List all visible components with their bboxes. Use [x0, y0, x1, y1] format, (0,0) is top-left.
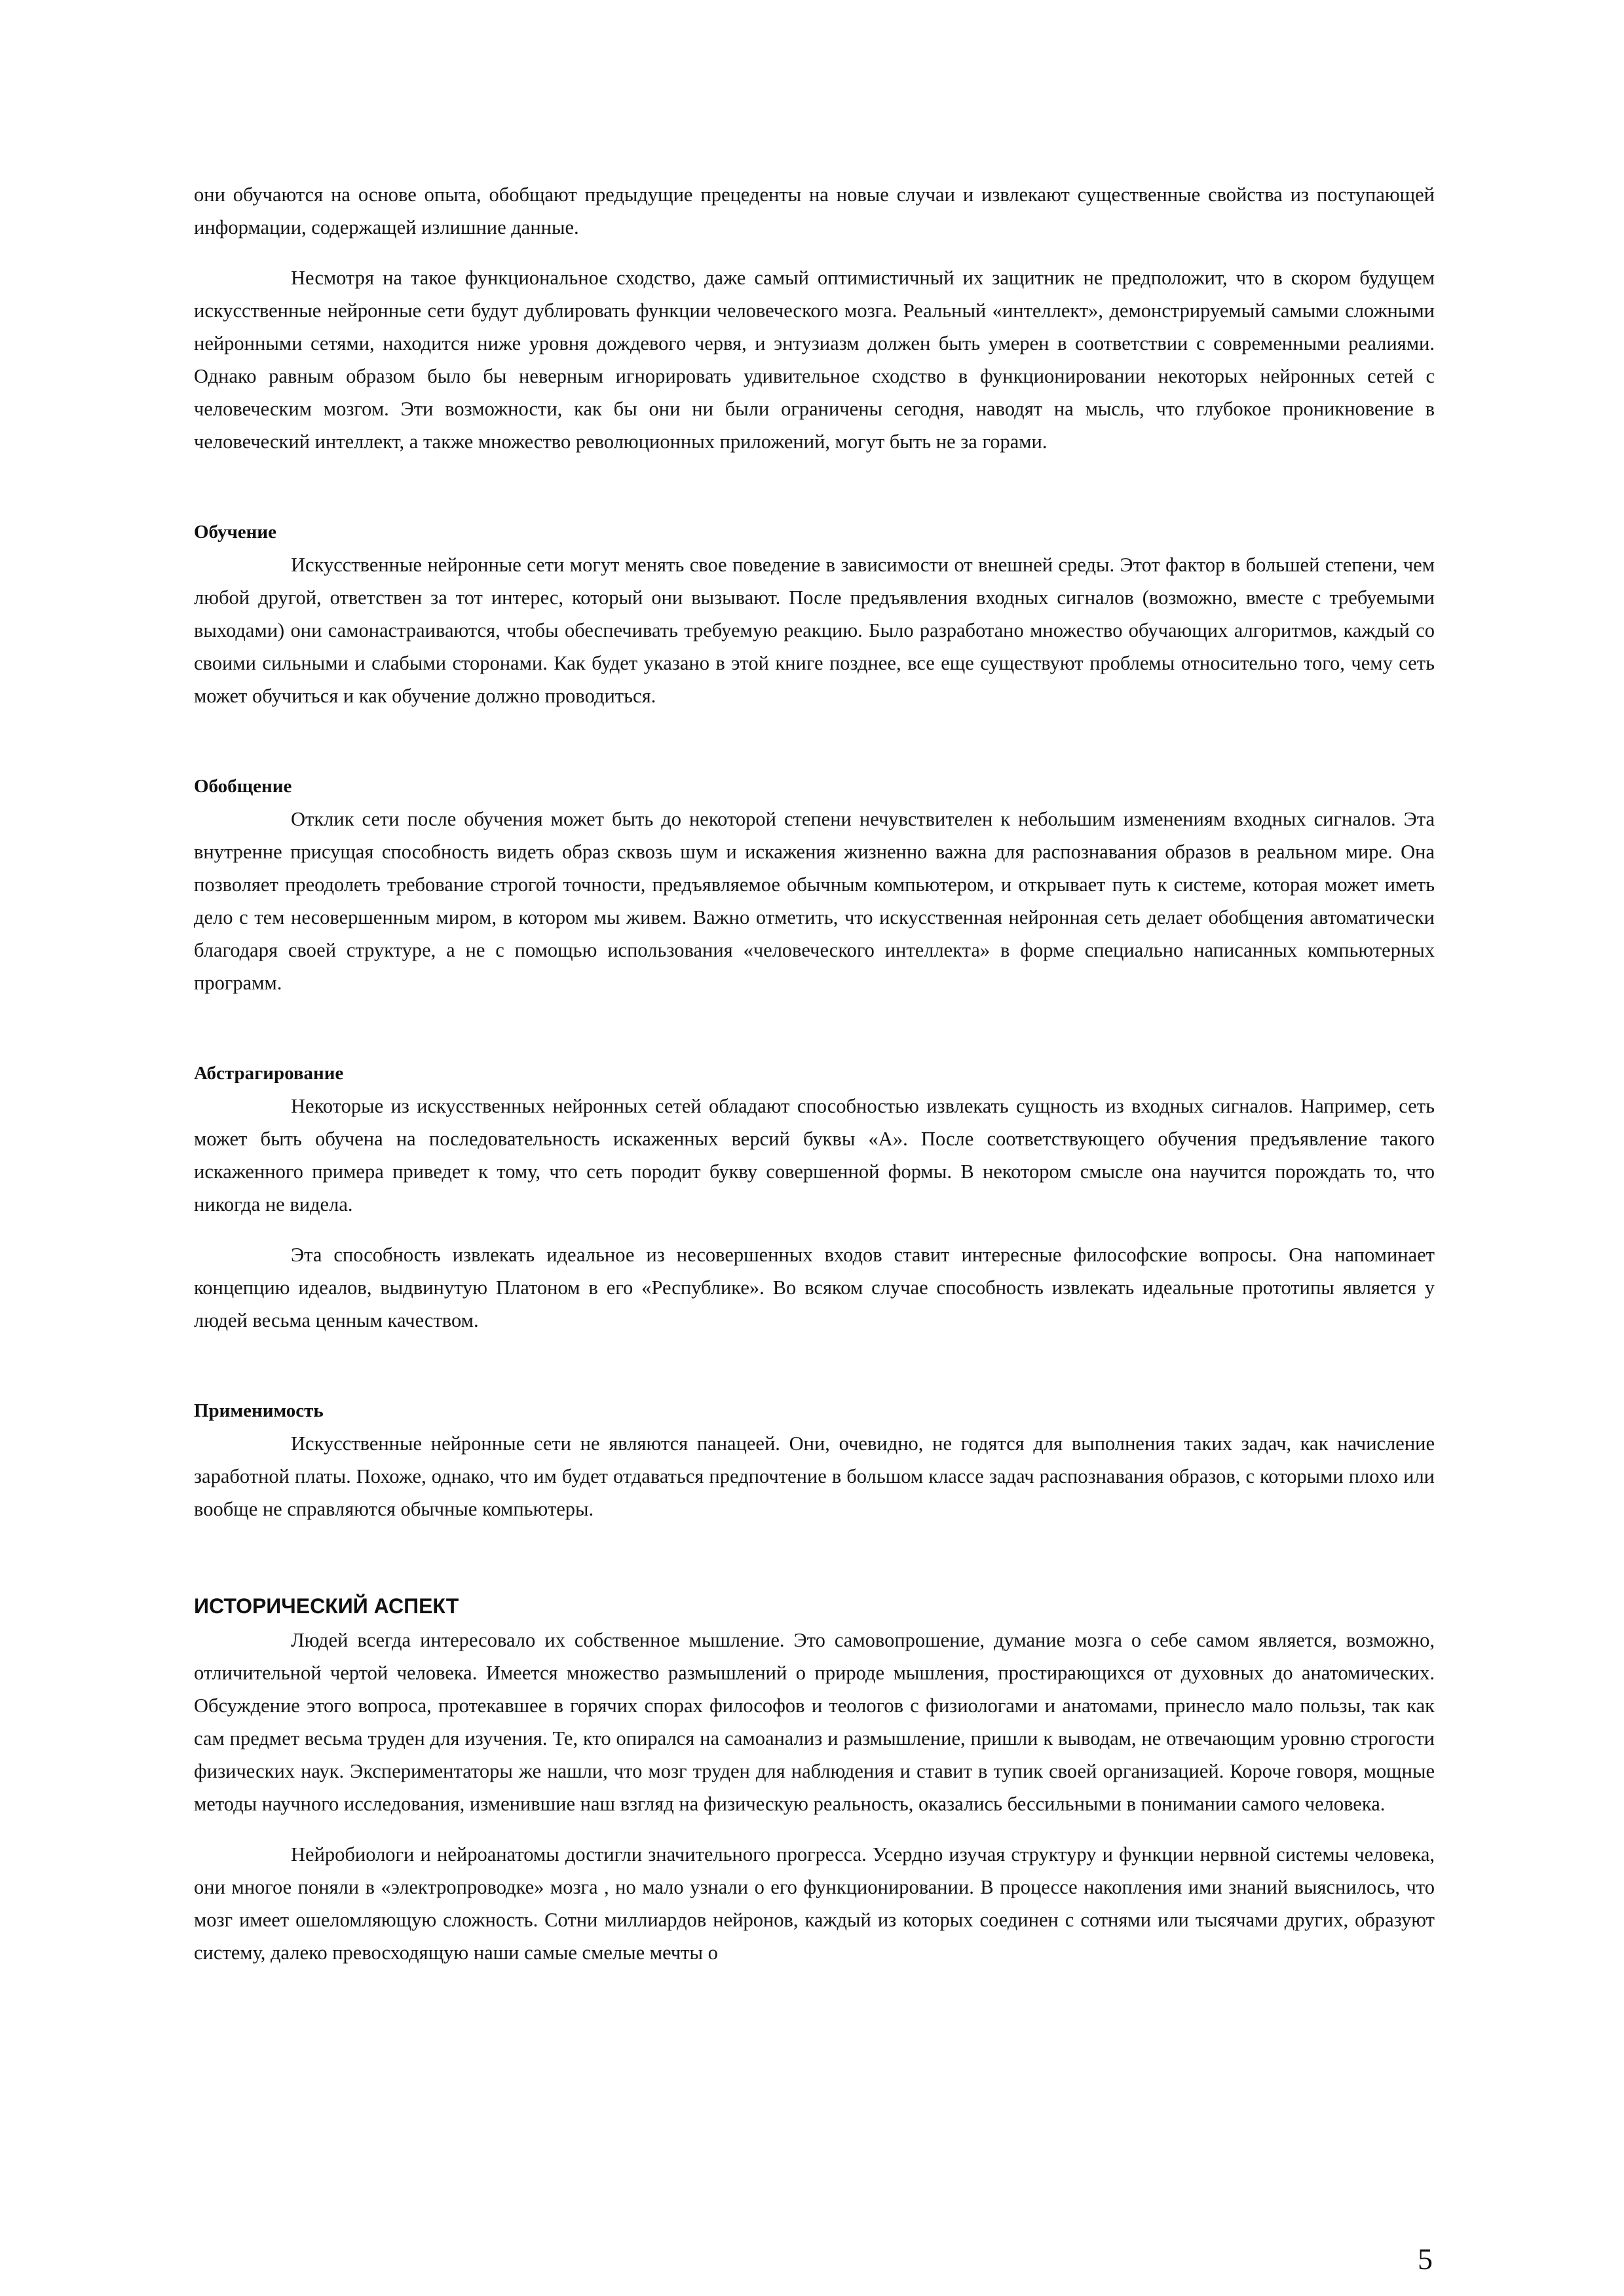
section-paragraph: Нейробиологи и нейроанатомы достигли значительного прогресса. Усердно изучая структуру и функции нервной системы человека, они многое поняли в «электропроводке» мозга , но мало узнали о его функционировании. В процессе накопления ими знаний выяснилось, что мозг имеет ошеломляющую сложность. Сотни миллиардов нейронов, каждый из которых соединен с сотнями или тысячами других, образуют систему, далеко превосходящую наши самые смелые мечты о	[194, 1843, 1435, 1964]
section-heading-learning: Обучение	[194, 522, 276, 543]
section-paragraph: Эта способность извлекать идеальное из несовершенных входов ставит интересные философские вопросы. Она напоминает концепцию идеалов, выдвинутую Платоном в его «Республике». Во всяком случае способность извлекать идеальные прототипы является у людей весьма ценным качеством.	[194, 1244, 1435, 1331]
section-heading-abstraction: Абстрагирование	[194, 1063, 344, 1084]
section-heading-applicability: Применимость	[194, 1400, 324, 1421]
page-content	[194, 178, 1435, 1969]
page-number: 5	[1418, 2242, 1433, 2276]
section-heading-generalization: Обобщение	[194, 776, 292, 797]
intro-paragraph: Несмотря на такое функциональное сходство, даже самый оптимистичный их защитник не предположит, что в скором будущем искусственные нейронные сети будут дублировать функции человеческого мозга. Реальный «интеллект», демонстрируемый самыми сложными нейронными сетями, находится ниже уровня дождевого червя, и энтузиазм должен быть умерен в соответствии с современными реалиями. Однако равным образом было бы неверным игнорировать удивительное сходство в функционировании некоторых нейронных сетей с человеческим мозгом. Эти возможности, как бы они ни были ограничены сегодня, наводят на мысль, что глубокое проникновение в человеческий интеллект, а также множество революционных приложений, могут быть не за горами.	[194, 267, 1435, 453]
section-paragraph: Некоторые из искусственных нейронных сетей обладают способностью извлекать сущность из входных сигналов. Например, сеть может быть обучена на последовательность искаженных версий буквы «А». После соответствующего обучения предъявление такого искаженного примера приведет к тому, что сеть породит букву совершенной формы. В некотором смысле она научится порождать то, что никогда не видела.	[194, 1095, 1435, 1215]
section-abstraction	[194, 1057, 1435, 1337]
section-paragraph: Искусственные нейронные сети могут менять свое поведение в зависимости от внешней среды. Этот фактор в большей степени, чем любой другой, ответствен за тот интерес, который они вызывают. После предъявления входных сигналов (возможно, вместе с требуемыми выходами) они самонастраиваются, чтобы обеспечивать требуемую реакцию. Было разработано множество обучающих алгоритмов, каждый со своими сильными и слабыми сторонами. Как будет указано в этой книге позднее, все еще существуют проблемы относительно того, чему сеть может обучиться и как обучение должно проводиться.	[194, 554, 1435, 707]
section-applicability	[194, 1394, 1435, 1525]
section-historical	[194, 1588, 1435, 1969]
section-paragraph: Искусственные нейронные сети не являются панацеей. Они, очевидно, не годятся для выполнения таких задач, как начисление заработной платы. Похоже, однако, что им будет отдаваться предпочтение в большом классе задач распознавания образов, с которыми плохо или вообще не справляются обычные компьютеры.	[194, 1432, 1435, 1520]
section-learning	[194, 516, 1435, 712]
section-generalization	[194, 770, 1435, 999]
section-paragraph: Людей всегда интересовало их собственное мышление. Это самовопрошение, думание мозга о себе самом является, возможно, отличительной чертой человека. Имеется множество размышлений о природе мышления, простирающихся от духовных до анатомических. Обсуждение этого вопроса, протекавшее в горячих спорах философов и теологов с физиологами и анатомами, принесло мало пользы, так как сам предмет весьма труден для изучения. Те, кто опирался на самоанализ и размышление, пришли к выводам, не отвечающим уровню строгости физических наук. Экспериментаторы же нашли, что мозг труден для наблюдения и ставит в тупик своей организацией. Короче говоря, мощные методы научного исследования, изменившие наш взгляд на физическую реальность, оказались бессильными в понимании самого человека.	[194, 1629, 1435, 1815]
section-heading-historical: ИСТОРИЧЕСКИЙ АСПЕКТ	[194, 1594, 459, 1618]
section-paragraph: Отклик сети после обучения может быть до некоторой степени нечувствителен к небольшим изменениям входных сигналов. Эта внутренне присущая способность видеть образ сквозь шум и искажения жизненно важна для распознавания образов в реальном мире. Она позволяет преодолеть требование строгой точности, предъявляемое обычным компьютером, и открывает путь к системе, которая может иметь дело с тем несовершенным миром, в котором мы живем. Важно отметить, что искусственная нейронная сеть делает обобщения автоматически благодаря своей структуре, а не с помощью использования «человеческого интеллекта» в форме специально написанных компьютерных программ.	[194, 808, 1435, 994]
continuation-paragraph: они обучаются на основе опыта, обобщают предыдущие прецеденты на новые случаи и извлекают существенные свойства из поступающей информации, содержащей излишние данные.	[194, 183, 1435, 239]
